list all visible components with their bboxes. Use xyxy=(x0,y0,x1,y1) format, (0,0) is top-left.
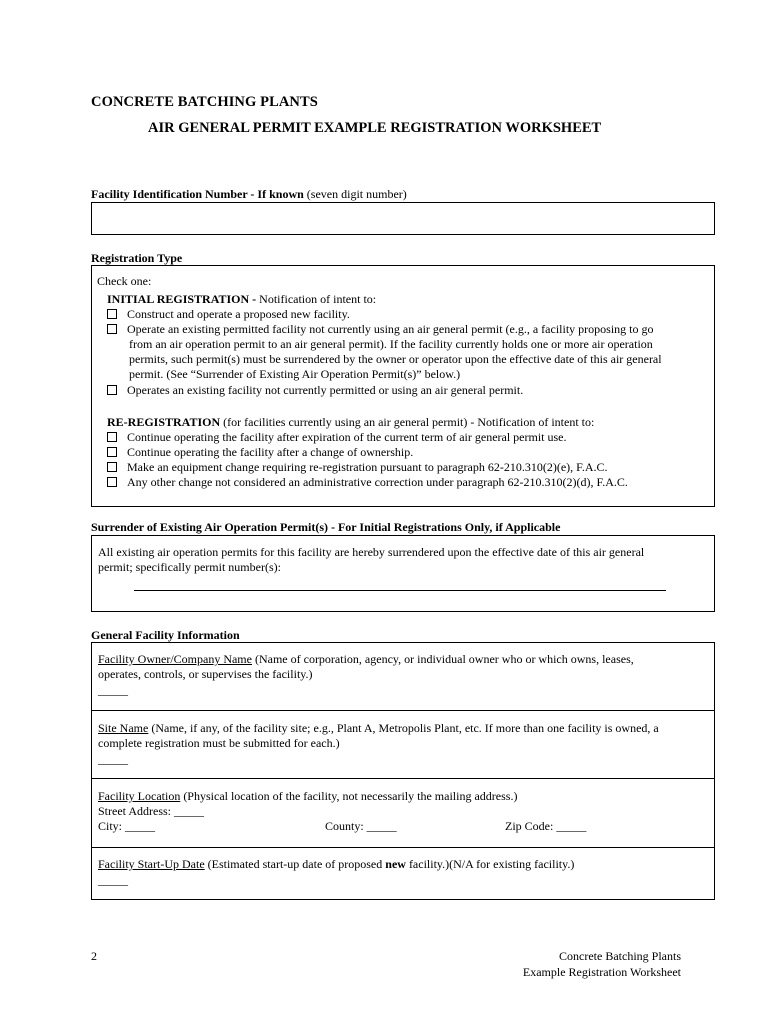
option-continuation: from an air operation permit to an air general permit). If the facility currently holds one or more air operation xyxy=(129,337,653,351)
site-desc: (Name, if any, of the facility site; e.g., Plant A, Metropolis Plant, etc. If more than one facility is owned, a xyxy=(148,721,659,735)
owner-label: Facility Owner/Company Name xyxy=(98,652,252,666)
page-number: 2 xyxy=(91,949,97,963)
surrender-text-line2: permit; specifically permit number(s): xyxy=(98,560,281,574)
owner-line1 xyxy=(98,652,706,667)
option-label: Continue operating the facility after a change of ownership. xyxy=(127,445,414,459)
option-label: Construct and operate a proposed new facility. xyxy=(127,307,350,321)
checkbox-operate-permitted[interactable] xyxy=(107,324,117,334)
permit-numbers-line[interactable] xyxy=(134,590,666,591)
startup-desc: (Estimated start-up date of proposed xyxy=(204,857,386,871)
rereg-option-expiration[interactable] xyxy=(107,430,567,445)
re-registration-intro: (for facilities currently using an air general permit) - Notification of intent to: xyxy=(220,415,595,429)
city-field[interactable]: City: _____ xyxy=(98,819,156,833)
initial-option-construct[interactable] xyxy=(107,307,350,322)
divider xyxy=(92,778,714,779)
option-label: Continue operating the facility after expiration of the current term of air general permit use. xyxy=(127,430,567,444)
re-registration-title: RE-REGISTRATION xyxy=(107,415,221,429)
option-continuation: permit. (See “Surrender of Existing Air Operation Permit(s)” below.) xyxy=(129,367,461,381)
divider xyxy=(92,710,714,711)
general-info-heading: General Facility Information xyxy=(91,628,240,642)
initial-registration-intro: Notification of intent to: xyxy=(256,292,377,306)
location-label: Facility Location xyxy=(98,789,181,803)
zip-code-field[interactable]: Zip Code: _____ xyxy=(505,819,587,833)
checkbox-other[interactable] xyxy=(107,477,117,487)
footer-line2: Example Registration Worksheet xyxy=(522,964,681,979)
startup-line xyxy=(98,857,706,872)
initial-registration-heading xyxy=(107,292,376,307)
re-registration-heading xyxy=(107,415,594,430)
startup-desc: facility.)(N/A for existing facility.) xyxy=(405,857,575,871)
divider xyxy=(92,847,714,848)
option-continuation: permits, such permit(s) must be surrendered by the owner or operator upon the effective date of this air general xyxy=(129,352,662,366)
site-line1 xyxy=(98,721,706,736)
surrender-text-line1: All existing air operation permits for this facility are hereby surrendered upon the effective date of this air general xyxy=(98,545,645,559)
check-one-label: Check one: xyxy=(97,274,152,288)
checkbox-construct[interactable] xyxy=(107,309,117,319)
option-label: Make an equipment change requiring re-registration pursuant to paragraph 62-210.310(2)(e), F.A.C. xyxy=(127,460,608,474)
option-label: Operates an existing facility not currently permitted or using an air general permit. xyxy=(127,383,524,397)
checkbox-operate-unpermitted[interactable] xyxy=(107,385,117,395)
footer-line1: Concrete Batching Plants xyxy=(559,949,681,963)
facility-id-label-bold: Facility Identification Number - If known xyxy=(91,187,304,201)
facility-id-field[interactable] xyxy=(91,202,715,235)
location-desc: (Physical location of the facility, not necessarily the mailing address.) xyxy=(180,789,518,803)
owner-line2: operates, controls, or supervises the facility.) xyxy=(98,667,313,681)
footer-right xyxy=(523,949,681,980)
option-label: Operate an existing permitted facility not currently using an air general permit (e.g., a facility proposing to go xyxy=(127,322,654,336)
document-title: CONCRETE BATCHING PLANTS xyxy=(91,94,318,110)
location-line xyxy=(98,789,706,804)
startup-label: Facility Start-Up Date xyxy=(98,857,205,871)
surrender-heading: Surrender of Existing Air Operation Permit(s) - For Initial Registrations Only, if Applicable xyxy=(91,520,561,534)
site-name-field[interactable]: _____ xyxy=(98,752,128,766)
rereg-option-ownership[interactable] xyxy=(107,445,413,460)
checkbox-ownership[interactable] xyxy=(107,447,117,457)
checkbox-equipment[interactable] xyxy=(107,462,117,472)
general-info-box xyxy=(91,642,715,900)
facility-id-label xyxy=(91,187,407,202)
owner-desc: (Name of corporation, agency, or individual owner who or which owns, leases, xyxy=(251,652,634,666)
facility-id-label-rest: (seven digit number) xyxy=(303,187,407,201)
document-subtitle: AIR GENERAL PERMIT EXAMPLE REGISTRATION WORKSHEET xyxy=(148,120,602,136)
county-field[interactable]: County: _____ xyxy=(325,819,397,833)
site-label: Site Name xyxy=(98,721,149,735)
surrender-box xyxy=(91,535,715,612)
startup-date-field[interactable]: _____ xyxy=(98,873,128,887)
option-label: Any other change not considered an administrative correction under paragraph 62-210.310(2)(d), F.A.C. xyxy=(127,475,628,489)
street-address-field[interactable]: Street Address: _____ xyxy=(98,804,204,818)
initial-option-operate-permitted[interactable] xyxy=(107,322,654,337)
rereg-option-equipment[interactable] xyxy=(107,460,608,475)
startup-desc-bold: new xyxy=(385,857,406,871)
registration-type-heading: Registration Type xyxy=(91,251,183,265)
checkbox-expiration[interactable] xyxy=(107,432,117,442)
initial-option-operate-unpermitted[interactable] xyxy=(107,383,523,398)
rereg-option-other[interactable] xyxy=(107,475,628,490)
initial-registration-title: INITIAL REGISTRATION - xyxy=(107,292,257,306)
owner-name-field[interactable]: _____ xyxy=(98,683,128,697)
site-line2: complete registration must be submitted for each.) xyxy=(98,736,340,750)
